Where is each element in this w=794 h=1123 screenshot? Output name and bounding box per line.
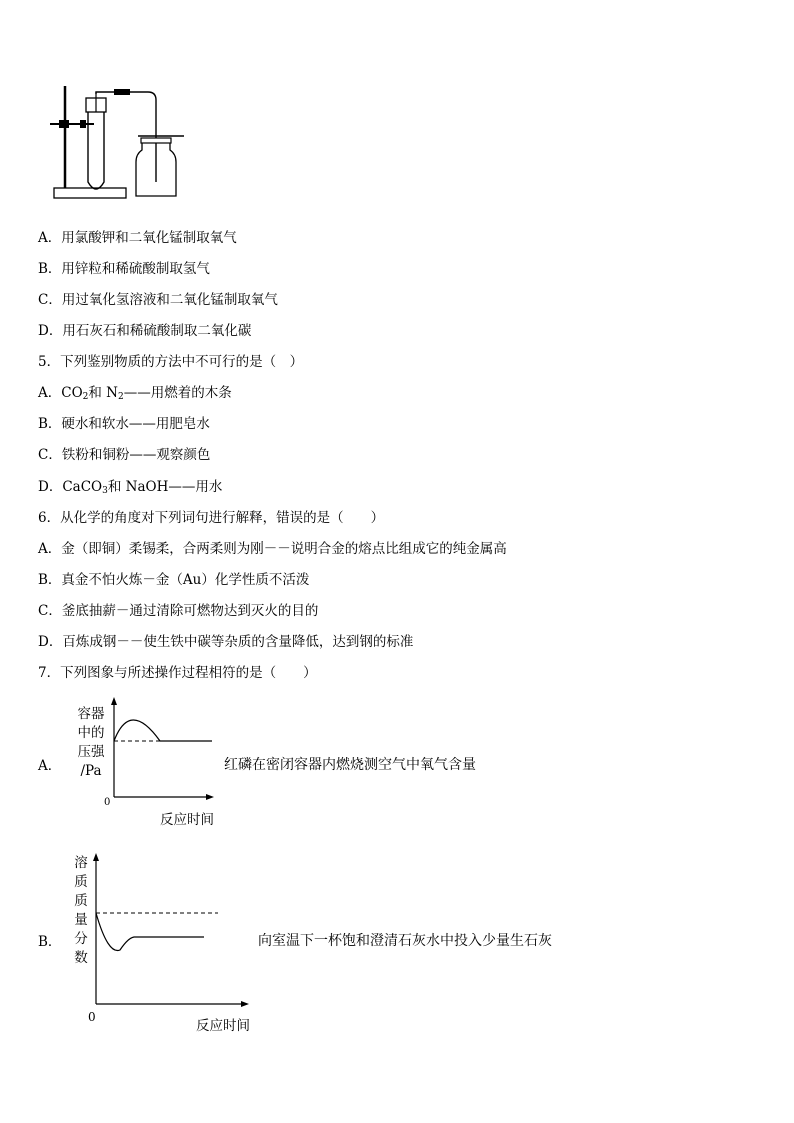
graph-a-ylabel: 容器 中的 压强 /Pa [77, 706, 105, 779]
graph-b-description: 向室温下一杯饱和澄清石灰水中投入少量生石灰 [258, 933, 552, 949]
q6-option-c: C．釜底抽薪－通过清除可燃物达到灭火的目的 [38, 603, 319, 619]
q5-option-d: D．CaCO$_3$和 NaOH——用水 [38, 479, 223, 496]
q5-option-c: C．铁粉和铜粉——观察颜色 [38, 447, 211, 463]
graph-a-origin: 0 [104, 797, 111, 808]
test-tube [88, 102, 104, 189]
q6-stem: 6．从化学的角度对下列词句进行解释，错误的是（ ） [38, 510, 385, 526]
q4-option-d: D．用石灰石和稀硫酸制取二氧化碳 [38, 323, 252, 339]
graph-a-xlabel: 反应时间 [160, 812, 214, 828]
q7-option-b-label: B． [38, 934, 62, 950]
q6-option-d: D．百炼成钢－－使生铁中碳等杂质的含量降低，达到钢的标准 [38, 634, 414, 650]
q5-option-b: B．硬水和软水——用肥皂水 [38, 416, 210, 432]
q4-option-c: C．用过氧化氢溶液和二氧化锰制取氧气 [38, 292, 278, 308]
apparatus-figure [44, 84, 194, 206]
graph-b-curve [96, 913, 204, 951]
stand-base [54, 188, 126, 198]
q4-option-b: B．用锌粒和稀硫酸制取氢气 [38, 261, 210, 277]
q6-option-b: B．真金不怕火炼－金（Au）化学性质不活泼 [38, 572, 310, 588]
graph-b-origin: 0 [88, 1010, 96, 1024]
q7-option-a-label: A． [38, 758, 62, 774]
graph-a-description: 红磷在密闭容器内燃烧测空气中氧气含量 [224, 757, 476, 773]
q7-stem: 7．下列图象与所述操作过程相符的是（ ） [38, 665, 317, 681]
graph-a-curve [114, 720, 212, 741]
q5-stem: 5．下列鉴别物质的方法中不可行的是（ ） [38, 354, 304, 370]
graph-b-ylabel: 溶 质 质 量 分 数 [74, 855, 88, 966]
q6-option-a: A．金（即铜）柔锡柔，合两柔则为刚－－说明合金的熔点比组成它的纯金属高 [38, 541, 507, 557]
graph-b-xlabel: 反应时间 [196, 1018, 250, 1034]
graph-a [100, 695, 220, 805]
q4-option-a: A．用氯酸钾和二氧化锰制取氧气 [38, 230, 237, 246]
graph-b [86, 850, 256, 1010]
q5-option-a: A．$CO_2$和 $N_2——$用燃着的木条 [38, 385, 232, 402]
